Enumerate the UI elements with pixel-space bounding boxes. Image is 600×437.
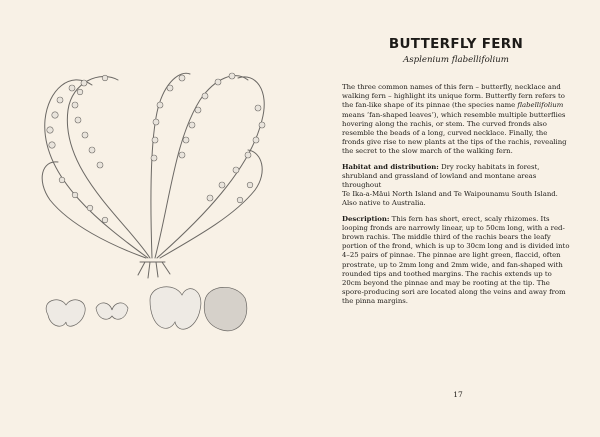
frond-right-inner <box>155 76 248 258</box>
frond-left-outer <box>45 80 148 258</box>
frond-center <box>151 73 190 258</box>
pinna-detail-3 <box>150 287 201 329</box>
intro-species-name: flabellifolium <box>517 101 564 110</box>
habitat-line-3: Also native to Australia. <box>342 199 426 208</box>
frond-right-outer <box>157 77 264 258</box>
habitat-line-2: Te Ika-a-Māui North Island and Te Waipounamu South Island. <box>342 190 558 199</box>
intro-paragraph <box>342 83 570 157</box>
description-paragraph <box>342 215 570 307</box>
intro-text-a: The three common names of this fern – butterfly, necklace and walking fern – highlight its unique form. Butterfly fern refers to the fan-like shape of its pinnae (the species name <box>342 83 565 110</box>
description-text: This fern has short, erect, scaly rhizomes. Its looping fronds are narrowly linear, up to 50cm long, with a red-brown rachis. The middle third of the rachis bears the leafy portion of the frond, which is up to 30cm long and is divided into 4–25 pairs of pinnae. The pinnae are light green, flaccid, often prostrate, up to 2mm long and 2mm wide, and fan-shaped with rounded tips and toothed margins. The rachis extends up to 20cm beyond the pinnae and may be rooting at the tip. The spore-producing sori are located along the veins and away from the pinna margins. <box>342 214 570 306</box>
habitat-paragraph <box>342 163 570 209</box>
page-title: BUTTERFLY FERN <box>388 36 524 52</box>
pinna-detail-1 <box>46 300 85 326</box>
frond-left-inner <box>67 77 150 258</box>
scientific-name: Asplenium flabellifolium <box>403 55 509 65</box>
pinna-detail-2 <box>96 303 128 319</box>
frond-left-lower <box>42 162 146 258</box>
habitat-label: Habitat and distribution: <box>342 162 439 171</box>
intro-text-b: means ‘fan-shaped leaves’), which resemble multiple butterflies hovering along the rachis, or stem. The curved fronds also resemble the beads of a long, curved necklace. Finally, the fronds give rise to new plants at the tips of the rachis, revealing the secret to the slow march of the walking fern. <box>342 110 567 156</box>
habitat-line-1: Dry rocky habitats in forest, shrubland and grassland of lowland and montane areas throughout <box>342 162 540 190</box>
text-page <box>342 36 570 307</box>
pinna-detail-4 <box>204 287 247 331</box>
description-label: Description: <box>342 214 390 223</box>
page-number: 17 <box>453 390 463 399</box>
rhizome <box>138 262 170 278</box>
